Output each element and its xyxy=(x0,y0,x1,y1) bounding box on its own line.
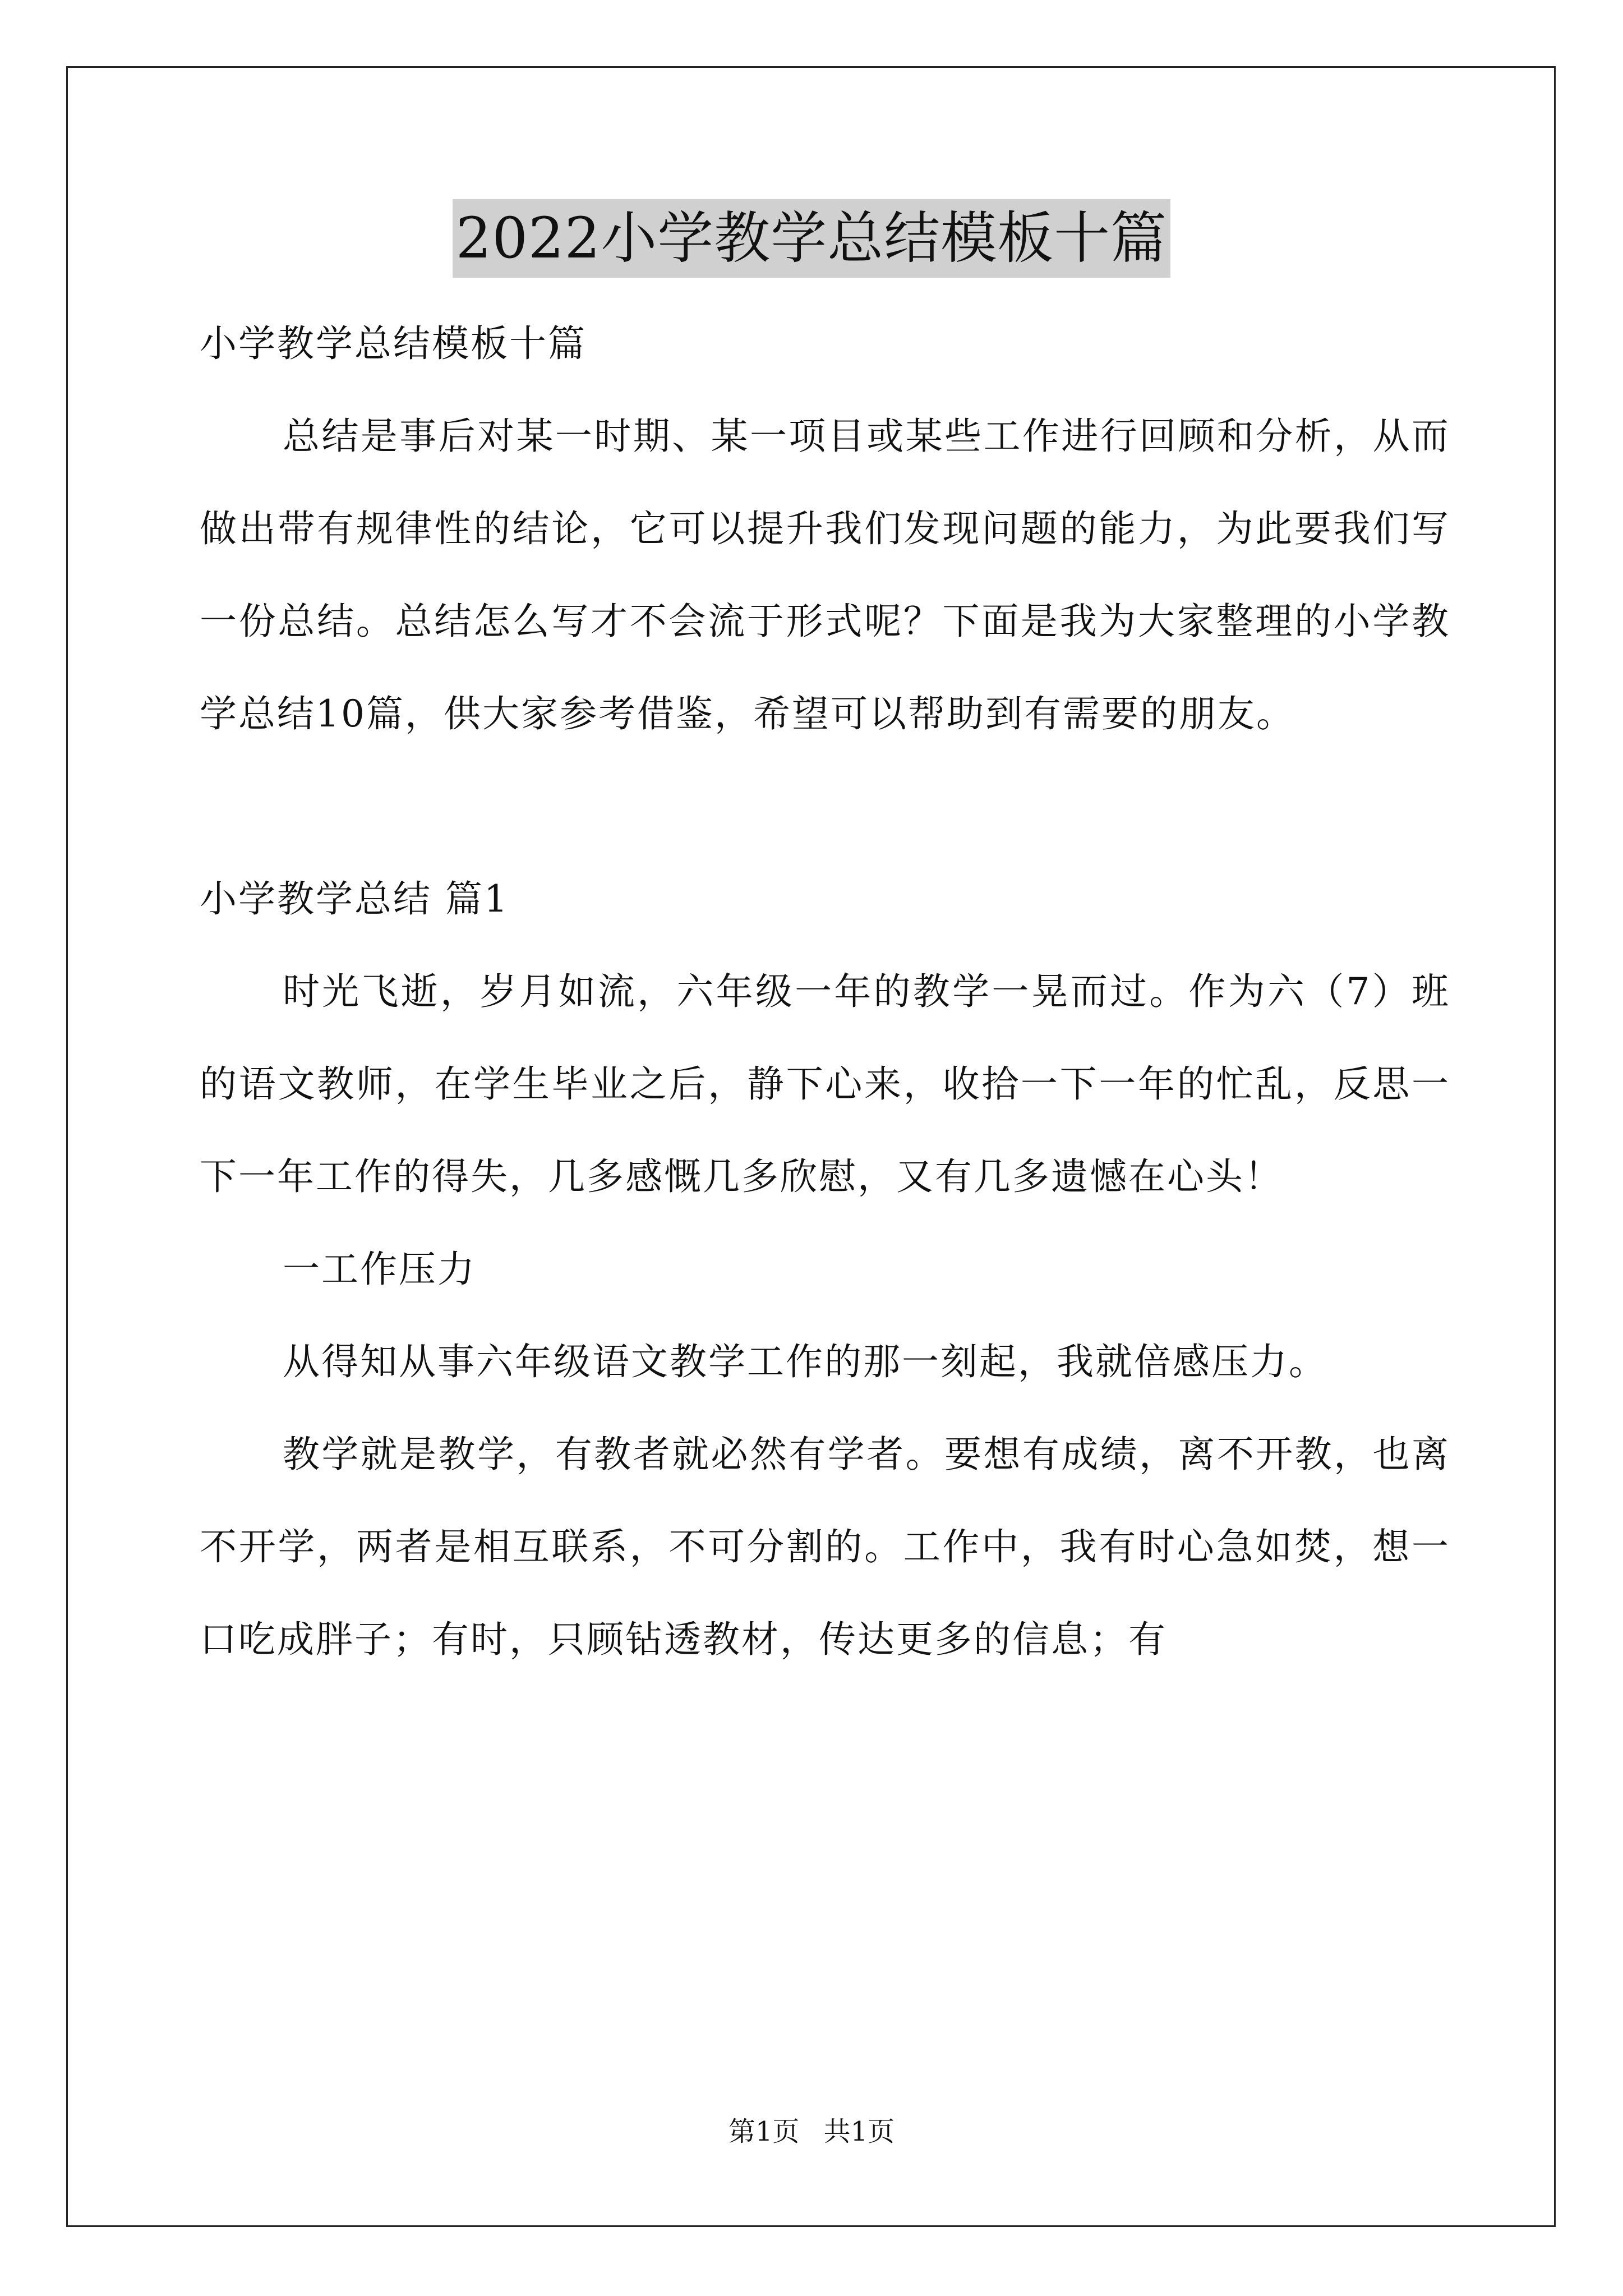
section-heading: 小学教学总结 篇1 xyxy=(200,877,509,921)
page-number-total: 共1页 xyxy=(823,2116,895,2147)
subheading-work-pressure: 一工作压力 xyxy=(283,1248,476,1291)
body-paragraph-3: 教学就是教学，有教者就必然有学者。要想有成绩，离不开教，也离不开学，两者是相互联系，不可分割的。工作中，我有时心急如焚，想一口吃成胖子；有时，只顾钻透教材，传达更多的信息；有 xyxy=(200,1433,1450,1661)
document-subtitle: 小学教学总结模板十篇 xyxy=(200,322,587,365)
title-container xyxy=(0,199,1623,278)
document-title: 2022小学教学总结模板十篇 xyxy=(453,199,1171,278)
document-body xyxy=(200,297,1450,1686)
body-paragraph-2: 从得知从事六年级语文教学工作的那一刻起，我就倍感压力。 xyxy=(283,1340,1327,1383)
intro-paragraph: 总结是事后对某一时期、某一项目或某些工作进行回顾和分析，从而做出带有规律性的结论，它可以提升我们发现问题的能力，为此要我们写一份总结。总结怎么写才不会流于形式呢？下面是我为大家整理的小学教学总结10篇，供大家参考借鉴，希望可以帮助到有需要的朋友。 xyxy=(200,415,1450,735)
page-footer xyxy=(0,2115,1623,2148)
section-gap xyxy=(200,760,1450,853)
page-number-current: 第1页 xyxy=(728,2116,800,2147)
body-paragraph-1: 时光飞逝，岁月如流，六年级一年的教学一晃而过。作为六（7）班的语文教师，在学生毕业之后，静下心来，收拾一下一年的忙乱，反思一下一年工作的得失，几多感慨几多欣慰，又有几多遗憾在心头！ xyxy=(200,970,1450,1198)
